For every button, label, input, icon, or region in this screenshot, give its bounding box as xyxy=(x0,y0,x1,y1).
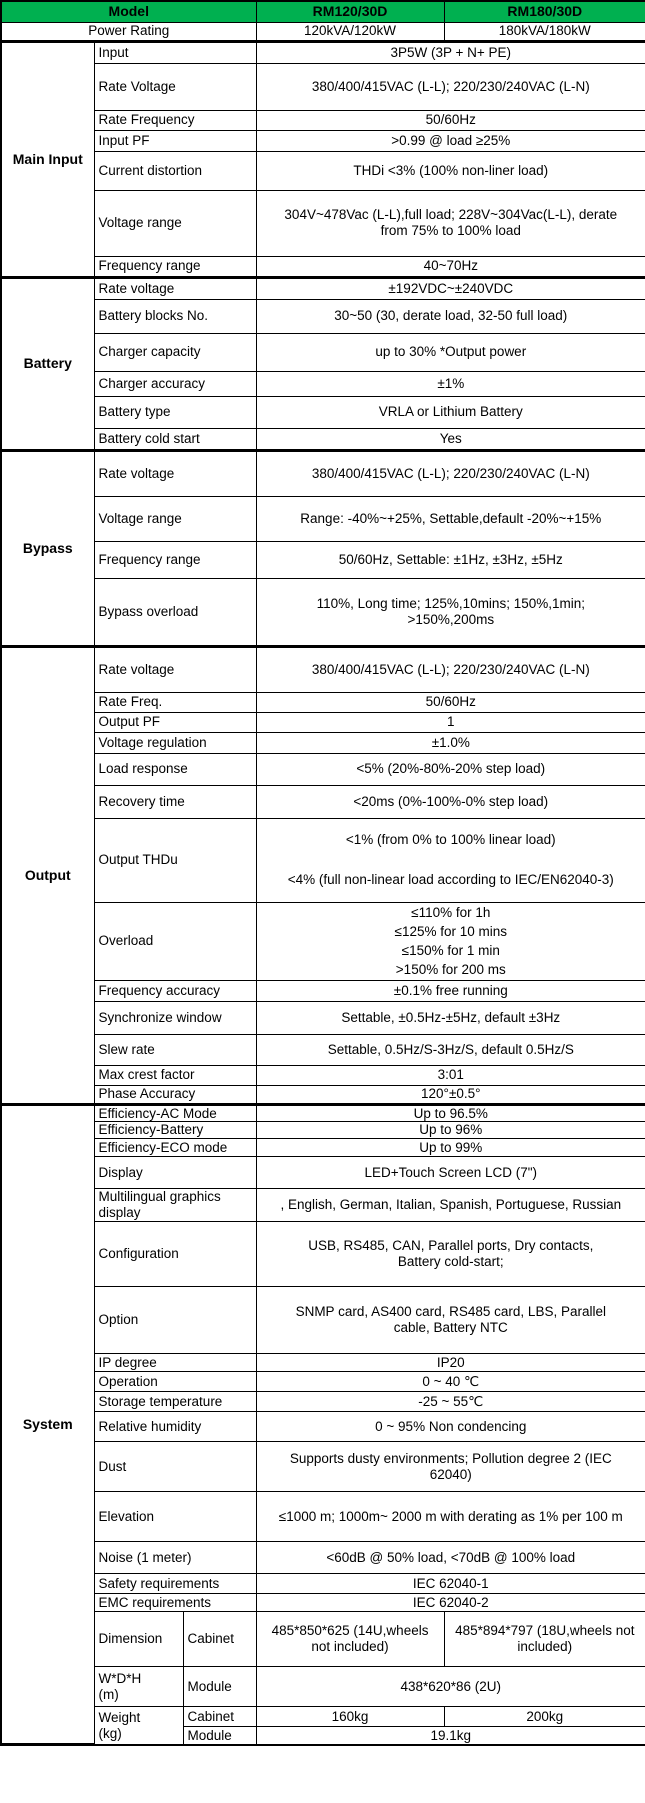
spec-label: Input PF xyxy=(94,130,256,151)
spec-value xyxy=(256,818,645,902)
spec-value: up to 30% *Output power xyxy=(256,333,645,371)
weight-cabinet-value-2: 200kg xyxy=(444,1707,645,1727)
model-name-1: RM120/30D xyxy=(256,1,444,22)
spec-label: Output THDu xyxy=(94,818,256,902)
spec-value: , English, German, Italian, Spanish, Portuguese, Russian xyxy=(256,1189,645,1222)
spec-value: USB, RS485, CAN, Parallel ports, Dry contacts, Battery cold-start; xyxy=(256,1222,645,1287)
spec-value: 3:01 xyxy=(256,1065,645,1085)
spec-label: Overload xyxy=(94,902,256,980)
spec-value: SNMP card, AS400 card, RS485 card, LBS, Parallel cable, Battery NTC xyxy=(256,1287,645,1354)
overload-line: ≤125% for 10 mins xyxy=(394,923,508,939)
spec-label: Rate voltage xyxy=(94,646,256,692)
power-rating-label: Power Rating xyxy=(1,22,256,41)
overload-lines xyxy=(261,903,642,979)
spec-label: Rate voltage xyxy=(94,277,256,299)
spec-label: Current distortion xyxy=(94,151,256,190)
model-name-2: RM180/30D xyxy=(444,1,645,22)
spec-value: 120°±0.5° xyxy=(256,1085,645,1104)
spec-value: 50/60Hz xyxy=(256,692,645,712)
spec-label: Safety requirements xyxy=(94,1574,256,1594)
dimension-cabinet-value-2: 485*894*797 (18U,wheels not included) xyxy=(444,1612,645,1667)
spec-value: <60dB @ 50% load, <70dB @ 100% load xyxy=(256,1542,645,1574)
spec-label: Voltage range xyxy=(94,496,256,541)
spec-value: ±0.1% free running xyxy=(256,980,645,1001)
spec-value: Range: -40%~+25%, Settable,default -20%~+15% xyxy=(256,496,645,541)
weight-label-line: Weight xyxy=(98,1709,141,1725)
spec-value: 40~70Hz xyxy=(256,256,645,277)
model-header-cell: Model xyxy=(1,1,256,22)
spec-label: Slew rate xyxy=(94,1034,256,1065)
spec-value: 3P5W (3P + N+ PE) xyxy=(256,41,645,63)
thdu-line: <1% (from 0% to 100% linear load) xyxy=(345,832,556,848)
weight-label xyxy=(94,1707,183,1745)
spec-value: 110%, Long time; 125%,10mins; 150%,1min; >150%,200ms xyxy=(256,578,645,646)
spec-value: 380/400/415VAC (L-L); 220/230/240VAC (L-N) xyxy=(256,63,645,110)
spec-label: Recovery time xyxy=(94,785,256,818)
spec-value: Up to 96.5% xyxy=(256,1104,645,1122)
spec-value: 50/60Hz xyxy=(256,110,645,130)
spec-label: Voltage range xyxy=(94,190,256,256)
weight-module-value: 19.1kg xyxy=(256,1727,645,1745)
spec-label: Max crest factor xyxy=(94,1065,256,1085)
spec-value: Supports dusty environments; Pollution degree 2 (IEC 62040) xyxy=(256,1442,645,1492)
thdu-line: <4% (full non-linear load according to IEC/EN62040-3) xyxy=(287,872,614,888)
spec-label: Option xyxy=(94,1287,256,1354)
spec-label: EMC requirements xyxy=(94,1594,256,1612)
spec-value: Settable, ±0.5Hz-±5Hz, default ±3Hz xyxy=(256,1001,645,1034)
spec-value: <20ms (0%-100%-0% step load) xyxy=(256,785,645,818)
spec-label: Efficiency-ECO mode xyxy=(94,1139,256,1157)
thdu-lines xyxy=(261,820,642,900)
spec-value: ±1% xyxy=(256,371,645,396)
spec-value: 1 xyxy=(256,712,645,732)
spec-label: Output PF xyxy=(94,712,256,732)
dimension-unit-line: (m) xyxy=(98,1686,119,1702)
spec-label: Rate Voltage xyxy=(94,63,256,110)
dimension-unit-label xyxy=(94,1667,183,1707)
dimension-module-label: Module xyxy=(183,1667,256,1707)
spec-value: LED+Touch Screen LCD (7") xyxy=(256,1157,645,1189)
spec-value: VRLA or Lithium Battery xyxy=(256,396,645,428)
overload-line: ≤110% for 1h xyxy=(411,904,491,920)
spec-label: Battery blocks No. xyxy=(94,299,256,333)
section-title-output: Output xyxy=(1,646,94,1104)
spec-label: Synchronize window xyxy=(94,1001,256,1034)
weight-cabinet-value-1: 160kg xyxy=(256,1707,444,1727)
section-title-main-input: Main Input xyxy=(1,41,94,277)
spec-label: Charger accuracy xyxy=(94,371,256,396)
spec-label: Elevation xyxy=(94,1492,256,1542)
dimension-cabinet-value-1: 485*850*625 (14U,wheels not included) xyxy=(256,1612,444,1667)
power-rating-model-1: 120kVA/120kW xyxy=(256,22,444,41)
spec-value: <5% (20%-80%-20% step load) xyxy=(256,753,645,785)
dimension-label: Dimension xyxy=(94,1612,183,1667)
spec-label: Multilingual graphics display xyxy=(94,1189,256,1222)
spec-value: 0 ~ 95% Non condencing xyxy=(256,1412,645,1442)
spec-label: Noise (1 meter) xyxy=(94,1542,256,1574)
spec-label: Voltage regulation xyxy=(94,732,256,753)
spec-value: Settable, 0.5Hz/S-3Hz/S, default 0.5Hz/S xyxy=(256,1034,645,1065)
dimension-unit-line: W*D*H xyxy=(98,1670,142,1686)
spec-label: Configuration xyxy=(94,1222,256,1287)
weight-module-label: Module xyxy=(183,1727,256,1745)
spec-label: Operation xyxy=(94,1372,256,1392)
spec-value: IP20 xyxy=(256,1354,645,1372)
spec-label: Efficiency-Battery xyxy=(94,1122,256,1139)
section-title-battery: Battery xyxy=(1,277,94,450)
spec-value: 380/400/415VAC (L-L); 220/230/240VAC (L-N) xyxy=(256,450,645,496)
spec-value: -25 ~ 55℃ xyxy=(256,1392,645,1412)
spec-label: Rate voltage xyxy=(94,450,256,496)
spec-label: Frequency range xyxy=(94,256,256,277)
spec-label: Rate Frequency xyxy=(94,110,256,130)
spec-value: >0.99 @ load ≥25% xyxy=(256,130,645,151)
spec-value: 304V~478Vac (L-L),full load; 228V~304Vac(L-L), derate from 75% to 100% load xyxy=(256,190,645,256)
spec-label: Dust xyxy=(94,1442,256,1492)
section-title-bypass: Bypass xyxy=(1,450,94,646)
spec-label: Relative humidity xyxy=(94,1412,256,1442)
weight-label-line: (kg) xyxy=(98,1725,122,1741)
spec-value xyxy=(256,902,645,980)
spec-value: IEC 62040-2 xyxy=(256,1594,645,1612)
power-rating-model-2: 180kVA/180kW xyxy=(444,22,645,41)
section-title-system: System xyxy=(1,1104,94,1745)
spec-label: Frequency range xyxy=(94,541,256,578)
spec-value: IEC 62040-1 xyxy=(256,1574,645,1594)
spec-label: Input xyxy=(94,41,256,63)
spec-label: Battery type xyxy=(94,396,256,428)
spec-label: Bypass overload xyxy=(94,578,256,646)
spec-value: 30~50 (30, derate load, 32-50 full load) xyxy=(256,299,645,333)
spec-label: Charger capacity xyxy=(94,333,256,371)
spec-value: THDi <3% (100% non-liner load) xyxy=(256,151,645,190)
spec-value: Up to 96% xyxy=(256,1122,645,1139)
spec-value: Up to 99% xyxy=(256,1139,645,1157)
spec-value: ≤1000 m; 1000m~ 2000 m with derating as 1% per 100 m xyxy=(256,1492,645,1542)
spec-label: Display xyxy=(94,1157,256,1189)
spec-label: Battery cold start xyxy=(94,428,256,450)
spec-label: Efficiency-AC Mode xyxy=(94,1104,256,1122)
spec-value: Yes xyxy=(256,428,645,450)
spec-value: 0 ~ 40 ℃ xyxy=(256,1372,645,1392)
spec-label: Phase Accuracy xyxy=(94,1085,256,1104)
overload-line: >150% for 200 ms xyxy=(395,961,506,977)
spec-value: 380/400/415VAC (L-L); 220/230/240VAC (L-N) xyxy=(256,646,645,692)
spec-value: 50/60Hz, Settable: ±1Hz, ±3Hz, ±5Hz xyxy=(256,541,645,578)
weight-cabinet-label: Cabinet xyxy=(183,1707,256,1727)
spec-label: Load response xyxy=(94,753,256,785)
spec-label: Storage temperature xyxy=(94,1392,256,1412)
overload-line: ≤150% for 1 min xyxy=(401,942,500,958)
spec-label: Rate Freq. xyxy=(94,692,256,712)
spec-label: Frequency accuracy xyxy=(94,980,256,1001)
spec-label: IP degree xyxy=(94,1354,256,1372)
dimension-module-value: 438*620*86 (2U) xyxy=(256,1667,645,1707)
dimension-cabinet-label: Cabinet xyxy=(183,1612,256,1667)
spec-value: ±1.0% xyxy=(256,732,645,753)
spec-value: ±192VDC~±240VDC xyxy=(256,277,645,299)
